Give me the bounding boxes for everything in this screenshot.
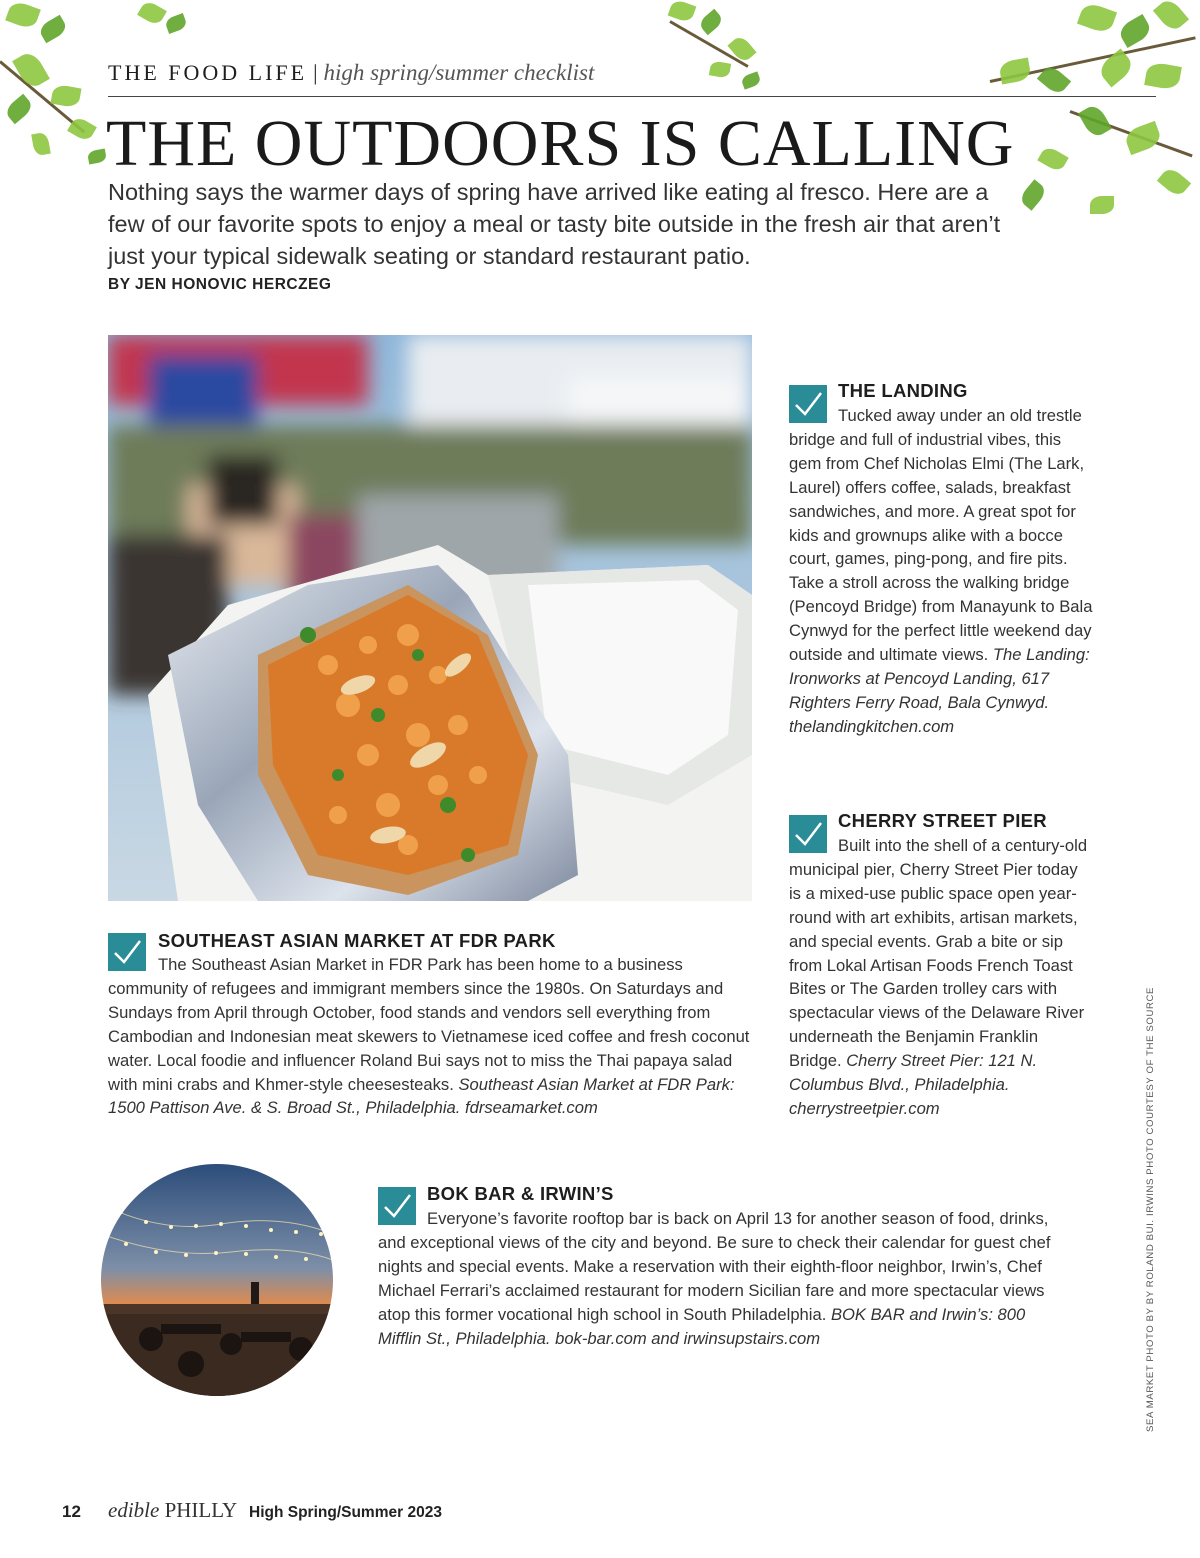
market-description: The Southeast Asian Market in FDR Park has been home to a business community of refugees and immigrant members since the 1980s. On Saturdays and Sundays from April through October, food stands and vendors sell everything from Cambodian and Indonesian meat skewers to Vietnamese iced coffee and fresh coconut water. Local foodie and influencer Roland Bui says not to miss the Thai papaya salad with mini crabs and Khmer-style cheesesteaks. — [108, 955, 750, 1094]
bok-info: BOK BAR and Irwin’s: 800 Mifflin St., Philadelphia. bok-bar.com and irwinsupstairs.com — [378, 1304, 1026, 1348]
leaf-branch-icon-center — [130, 0, 200, 50]
entry-body-market — [108, 953, 758, 1120]
leaf-branch-icon-mid — [660, 0, 770, 100]
entry-title-landing: THE LANDING — [838, 380, 968, 401]
entry-title-bok: BOK BAR & IRWIN’S — [427, 1183, 614, 1204]
market-info: Southeast Asian Market at FDR Park: 1500 Pattison Ave. & S. Broad St., Philadelphia. fdrseamarket.com — [108, 1074, 735, 1118]
rooftop-bar-photo — [101, 1164, 333, 1396]
section-name: THE FOOD LIFE — [108, 60, 308, 85]
market-food-photo — [108, 335, 752, 901]
leaf-branch-icon-left — [0, 0, 110, 170]
entry-title-market: SOUTHEAST ASIAN MARKET AT FDR PARK — [158, 930, 556, 951]
section-subtitle: high spring/summer checklist — [323, 60, 595, 85]
section-separator: | — [313, 60, 318, 85]
cherry-description: Built into the shell of a century-old municipal pier, Cherry Street Pier today is a mixed-use public space open year-round with art exhibits, artisan markets, and special events. Grab a bite or sip from Lokal Artisan Foods French Toast Bites or The Garden trolley cars with spectacular views of the Delaware River underneath the Benjamin Franklin Bridge. — [789, 836, 1088, 1071]
issue-label: High Spring/Summer 2023 — [249, 1504, 442, 1521]
magazine-brand — [108, 1498, 237, 1523]
entry-body-bok — [378, 1207, 1068, 1350]
page-number: 12 — [62, 1502, 81, 1521]
brand-city: PHILLY — [164, 1498, 238, 1522]
entry-title-cherry: CHERRY STREET PIER — [838, 810, 1047, 831]
cherry-info: Cherry Street Pier: 121 N. Columbus Blvd., Philadelphia. cherrystreetpier.com — [789, 1051, 1038, 1118]
section-header — [108, 60, 594, 86]
header-rule — [108, 96, 1156, 97]
landing-description: Tucked away under an old trestle bridge and full of industrial vibes, this gem from Chef Nicholas Elmi (The Lark, Laurel) offers coffee, salads, breakfast sandwiches, and more. A great spot for kids and grownups alike with a bocce court, games, ping-pong, and fire pits. Take a stroll across the walking bridge (Pencoyd Bridge) from Manayunk to Bala Cynwyd for the perfect little weekend day outside and ultimate views. — [789, 406, 1093, 665]
brand-edible: edible — [108, 1498, 160, 1522]
photo-credit: SEA MARKET PHOTO BY BY ROLAND BUI. IRWINS PHOTO COURTESY OF THE SOURCE — [1145, 986, 1156, 1432]
landing-info: The Landing: Ironworks at Pencoyd Landing, 617 Righters Ferry Road, Bala Cynwyd. thelandingkitchen.com — [789, 645, 1090, 736]
article-title: THE OUTDOORS IS CALLING — [106, 107, 1015, 180]
article-byline: BY JEN HONOVIC HERCZEG — [108, 276, 332, 293]
article-intro: Nothing says the warmer days of spring have arrived like eating al fresco. Here are a few of our favorite spots to enjoy a meal or tasty bite outside in the fresh air that aren’t just your typical sidewalk seating or standard restaurant patio. — [108, 179, 1001, 269]
entry-body-landing — [789, 404, 1094, 739]
entry-body-cherry — [789, 834, 1089, 1121]
bok-description: Everyone’s favorite rooftop bar is back on April 13 for another season of food, drinks, and exceptional views of the city and beyond. Be sure to check their calendar for guest chef nights and special events. Make a reservation with their eighth-floor neighbor, Irwin’s, Chef Michael Ferrari’s acclaimed restaurant for modern Sicilian fare and more spectacular views atop this former vocational high school in South Philadelphia. — [378, 1209, 1051, 1324]
